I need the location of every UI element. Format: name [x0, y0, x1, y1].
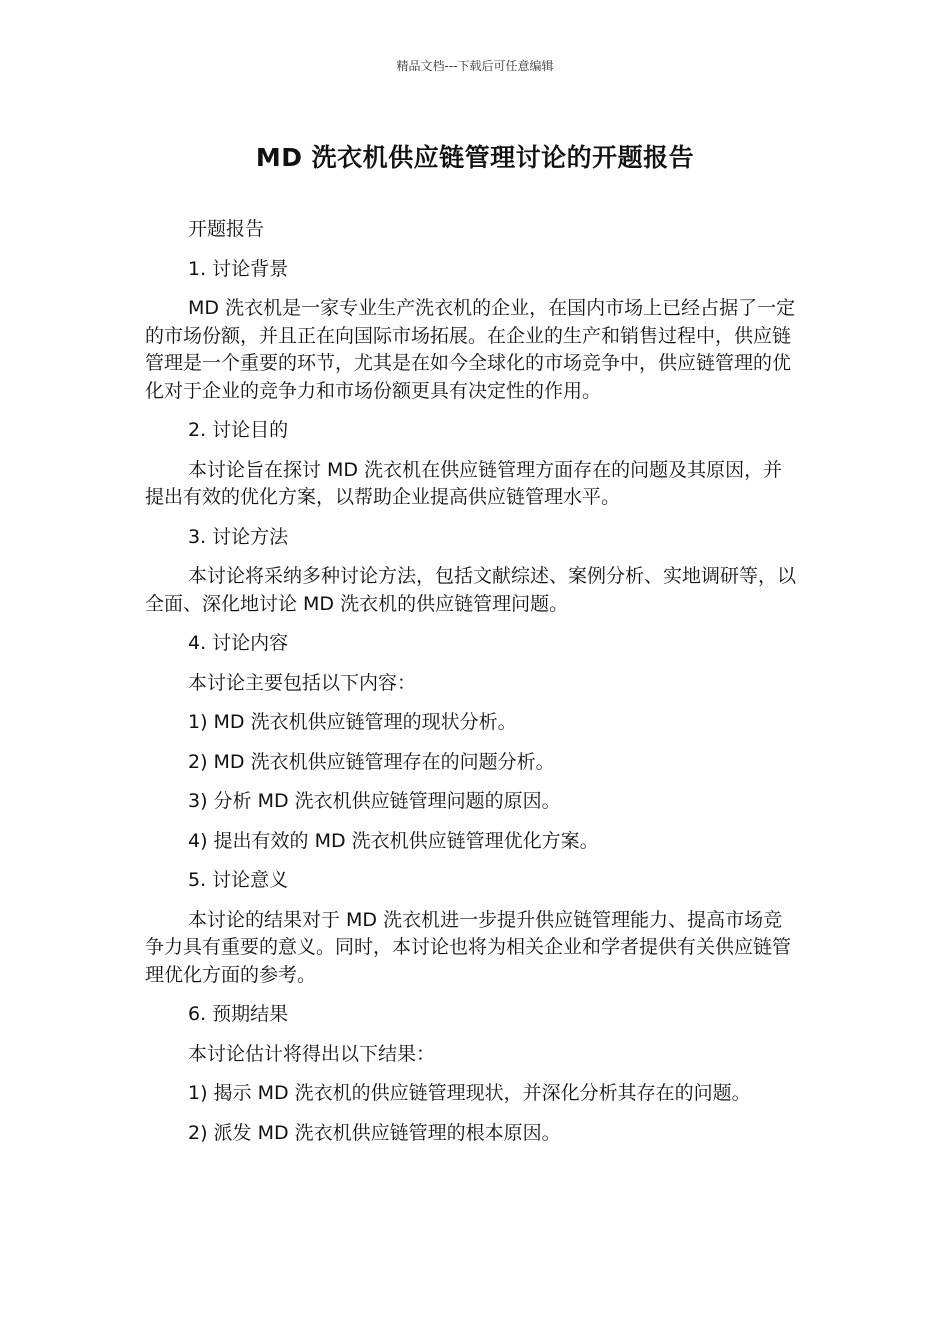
- list-item: 1) 揭示 MD 洗衣机的供应链管理现状，并深化分析其存在的问题。: [188, 1082, 751, 1104]
- list-item: 1) MD 洗衣机供应链管理的现状分析。: [188, 711, 517, 733]
- section-heading-method: 3. 讨论方法: [188, 525, 289, 548]
- paragraph-purpose: 本讨论旨在探讨 MD 洗衣机在供应链管理方面存在的问题及其原因，并提出有效的优化方案，以帮助企业提高供应链管理水平。: [145, 458, 783, 508]
- section-heading-background: 1. 讨论背景: [188, 257, 289, 280]
- document-body: [145, 216, 800, 1159]
- list-item: 4) 提出有效的 MD 洗衣机供应链管理优化方案。: [188, 829, 599, 852]
- paragraph-background: MD 洗衣机是一家专业生产洗衣机的企业，在国内市场上已经占据了一定的市场份额，并且正在向国际市场拓展。在企业的生产和销售过程中，供应链管理是一个重要的环节，尤其是在如今全球化的市场竞争中，供应链管理的优化对于企业的竞争力和市场份额更具有决定性的作用。: [145, 297, 796, 402]
- section-heading-significance: 5. 讨论意义: [188, 869, 289, 891]
- paragraph-results-intro: 本讨论估计将得出以下结果：: [188, 1042, 436, 1065]
- section-heading-purpose: 2. 讨论目的: [188, 419, 289, 441]
- paragraph-report-label: 开题报告: [188, 218, 265, 240]
- list-item: 2) MD 洗衣机供应链管理存在的问题分析。: [188, 750, 555, 773]
- header-note: 精品文档---下载后可任意编辑: [396, 59, 554, 73]
- paragraph-method: 本讨论将采纳多种讨论方法，包括文献综述、案例分析、实地调研等，以全面、深化地讨论 MD 洗衣机的供应链管理问题。: [145, 565, 797, 615]
- list-item: 2) 派发 MD 洗衣机供应链管理的根本原因。: [188, 1121, 561, 1144]
- section-heading-content: 4. 讨论内容: [188, 632, 289, 654]
- paragraph-content-intro: 本讨论主要包括以下内容：: [188, 671, 417, 694]
- document-title: MD 洗衣机供应链管理讨论的开题报告: [255, 143, 695, 172]
- paragraph-significance: 本讨论的结果对于 MD 洗衣机进一步提升供应链管理能力、提高市场竞争力具有重要的意义。同时，本讨论也将为相关企业和学者提供有关供应链管理优化方面的参考。: [145, 908, 792, 986]
- list-item: 3) 分析 MD 洗衣机供应链管理问题的原因。: [188, 790, 561, 812]
- section-heading-expected-results: 6. 预期结果: [188, 1003, 289, 1025]
